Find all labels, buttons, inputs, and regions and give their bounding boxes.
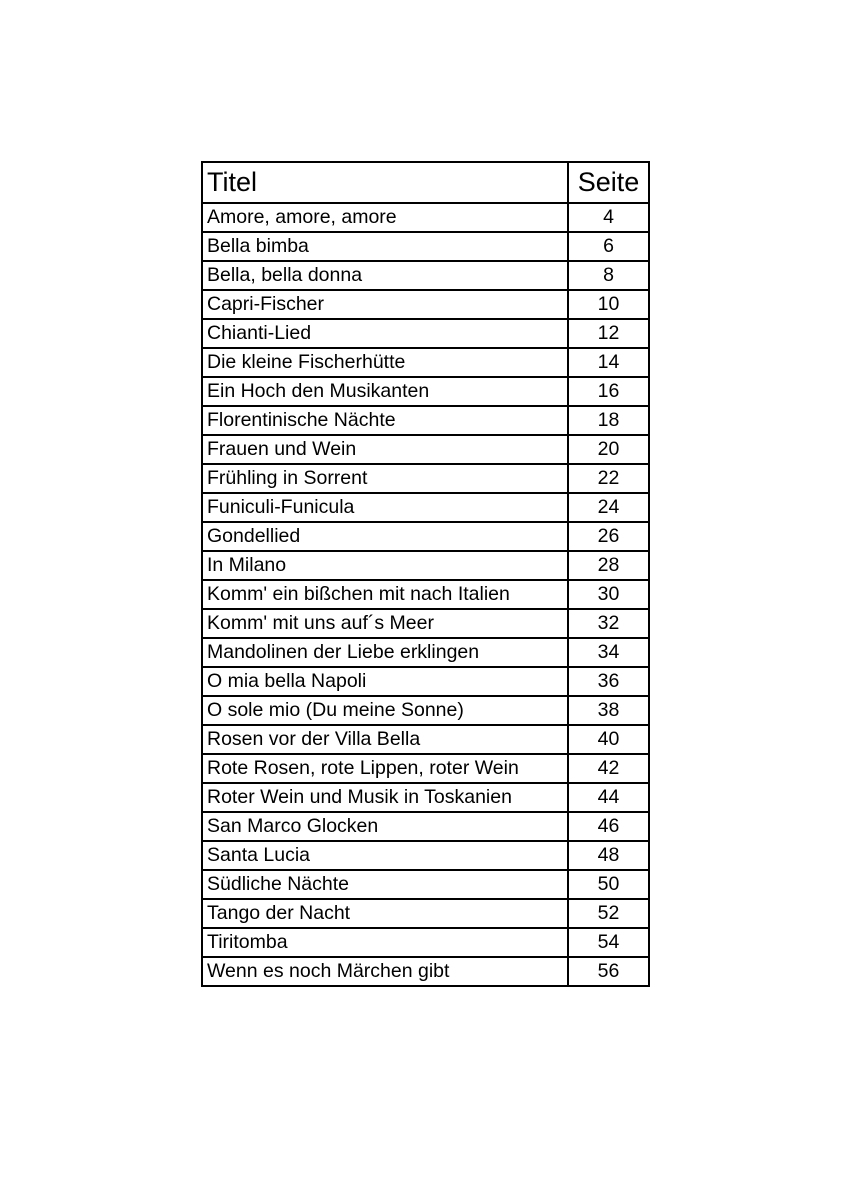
table-row: [202, 203, 649, 232]
page-number-cell: 48: [568, 841, 649, 870]
table-row: [202, 261, 649, 290]
song-title-cell: Funiculi-Funicula: [202, 493, 568, 522]
page-number-cell: 44: [568, 783, 649, 812]
song-title-cell: Wenn es noch Märchen gibt: [202, 957, 568, 986]
table-row: [202, 348, 649, 377]
table-row: [202, 493, 649, 522]
page-number-cell: 32: [568, 609, 649, 638]
page-number-cell: 38: [568, 696, 649, 725]
page-number-cell: 4: [568, 203, 649, 232]
table-of-contents: [201, 161, 650, 987]
page-number-cell: 16: [568, 377, 649, 406]
page-number-cell: 46: [568, 812, 649, 841]
page-number-cell: 12: [568, 319, 649, 348]
song-title-cell: Chianti-Lied: [202, 319, 568, 348]
song-title-cell: Amore, amore, amore: [202, 203, 568, 232]
page-number-cell: 24: [568, 493, 649, 522]
page-number-cell: 28: [568, 551, 649, 580]
page-number-cell: 20: [568, 435, 649, 464]
page-number-cell: 52: [568, 899, 649, 928]
page-number-cell: 22: [568, 464, 649, 493]
page-number-cell: 56: [568, 957, 649, 986]
table-row: [202, 812, 649, 841]
song-title-cell: O sole mio (Du meine Sonne): [202, 696, 568, 725]
song-title-cell: Bella bimba: [202, 232, 568, 261]
page-number-cell: 26: [568, 522, 649, 551]
table-row: [202, 783, 649, 812]
song-title-cell: Tiritomba: [202, 928, 568, 957]
table-row: [202, 725, 649, 754]
page-number-cell: 42: [568, 754, 649, 783]
song-title-cell: Rosen vor der Villa Bella: [202, 725, 568, 754]
table-row: [202, 319, 649, 348]
page-number-cell: 34: [568, 638, 649, 667]
song-title-cell: San Marco Glocken: [202, 812, 568, 841]
table-row: [202, 609, 649, 638]
page-number-cell: 10: [568, 290, 649, 319]
table-row: [202, 580, 649, 609]
table-row: [202, 957, 649, 986]
page-number-cell: 8: [568, 261, 649, 290]
table-row: [202, 406, 649, 435]
song-title-cell: In Milano: [202, 551, 568, 580]
table-row: [202, 638, 649, 667]
song-title-cell: O mia bella Napoli: [202, 667, 568, 696]
table-row: [202, 667, 649, 696]
table-row: [202, 696, 649, 725]
table-row: [202, 551, 649, 580]
table-row: [202, 232, 649, 261]
table-row: [202, 464, 649, 493]
song-title-cell: Mandolinen der Liebe erklingen: [202, 638, 568, 667]
song-title-cell: Florentinische Nächte: [202, 406, 568, 435]
song-title-cell: Bella, bella donna: [202, 261, 568, 290]
table-row: [202, 841, 649, 870]
header-row: [202, 162, 649, 203]
page-number-cell: 50: [568, 870, 649, 899]
page-number-cell: 30: [568, 580, 649, 609]
song-title-cell: Die kleine Fischerhütte: [202, 348, 568, 377]
table-row: [202, 928, 649, 957]
table-row: [202, 435, 649, 464]
page-number-cell: 14: [568, 348, 649, 377]
song-title-cell: Frühling in Sorrent: [202, 464, 568, 493]
page-number-cell: 40: [568, 725, 649, 754]
table-row: [202, 870, 649, 899]
song-title-cell: Santa Lucia: [202, 841, 568, 870]
song-title-cell: Ein Hoch den Musikanten: [202, 377, 568, 406]
song-title-cell: Frauen und Wein: [202, 435, 568, 464]
table-row: [202, 754, 649, 783]
song-title-cell: Rote Rosen, rote Lippen, roter Wein: [202, 754, 568, 783]
song-title-cell: Capri-Fischer: [202, 290, 568, 319]
table-row: [202, 377, 649, 406]
page-number-cell: 36: [568, 667, 649, 696]
page-number-cell: 6: [568, 232, 649, 261]
song-title-cell: Gondellied: [202, 522, 568, 551]
page-number-cell: 54: [568, 928, 649, 957]
table-row: [202, 522, 649, 551]
song-title-cell: Roter Wein und Musik in Toskanien: [202, 783, 568, 812]
song-title-cell: Komm' ein bißchen mit nach Italien: [202, 580, 568, 609]
title-column-header: Titel: [202, 162, 568, 203]
page-column-header: Seite: [568, 162, 649, 203]
page-number-cell: 18: [568, 406, 649, 435]
table-row: [202, 290, 649, 319]
song-title-cell: Komm' mit uns auf´s Meer: [202, 609, 568, 638]
table-body: [202, 203, 649, 986]
song-title-cell: Südliche Nächte: [202, 870, 568, 899]
table-row: [202, 899, 649, 928]
song-title-cell: Tango der Nacht: [202, 899, 568, 928]
